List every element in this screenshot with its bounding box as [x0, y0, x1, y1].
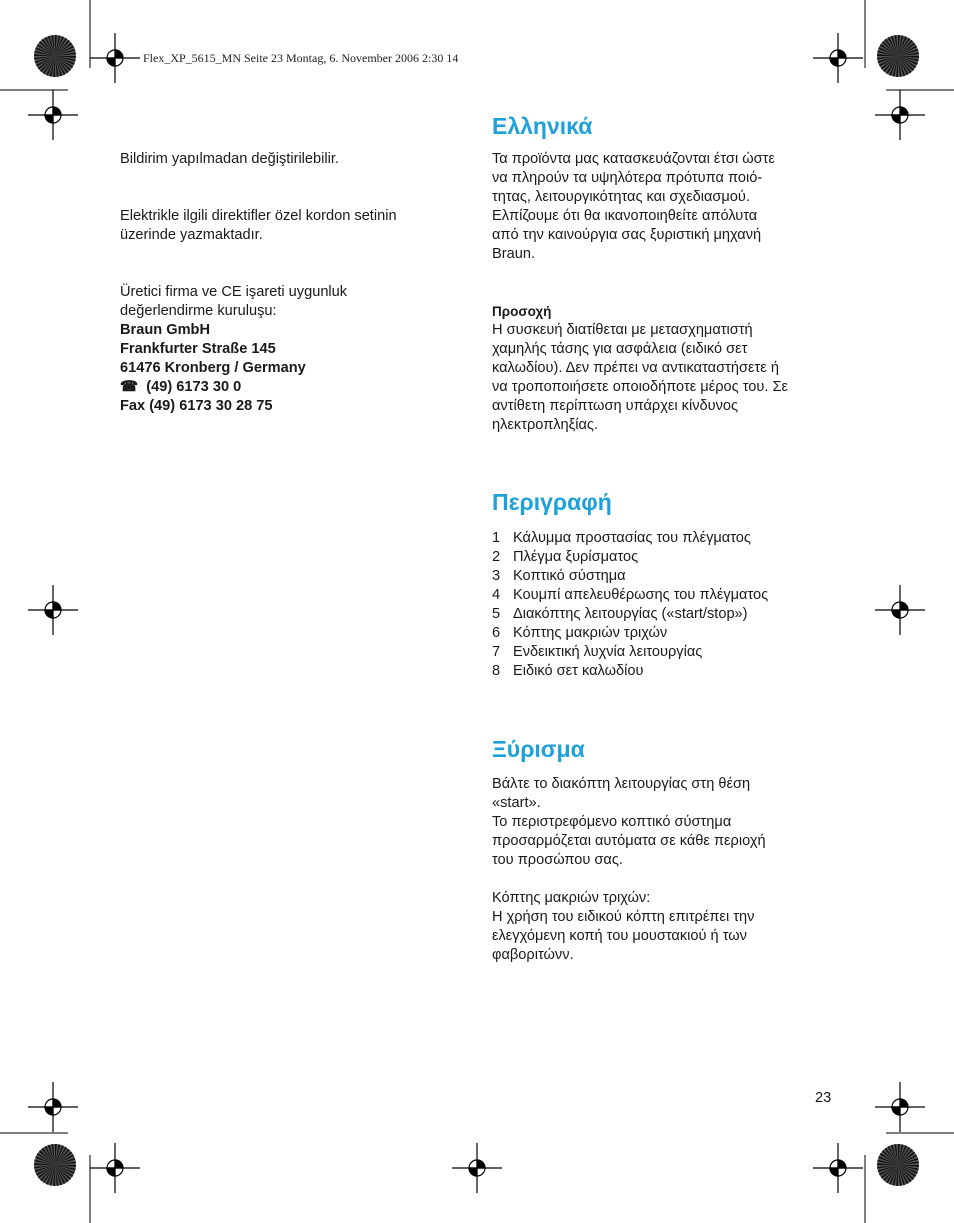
trimmer-paragraph: Κόπτης μακριών τριχών: Η χρήση του ειδικού κόπτη επιτρέπει την ελεγχόμενη κοπή του μουστακιού ή των φαβοριτώνν. — [492, 890, 755, 963]
parts-list — [492, 529, 842, 681]
directive-note: Elektrikle ilgili direktifler özel kordon setinin üzerinde yazmaktadır. — [120, 208, 397, 243]
list-item: 6 Κόπτης μακριών τριχών — [492, 625, 668, 641]
print-slug: Flex_XP_5615_MN Seite 23 Montag, 6. November 2006 2:30 14 — [143, 51, 459, 65]
registration-crosshair — [90, 33, 140, 83]
list-item: 3 Κοπτικό σύστημα — [492, 568, 626, 584]
registration-crosshair — [90, 1143, 140, 1193]
list-item: 4 Κουμπί απελευθέρωσης του πλέγματος — [492, 587, 769, 603]
street: Frankfurter Straße 145 — [120, 341, 276, 357]
caution-title: Προσοχή — [492, 304, 552, 319]
registration-crosshair — [28, 585, 78, 635]
registration-crosshair — [875, 1082, 925, 1132]
registration-crosshair — [452, 1143, 502, 1193]
registration-crosshair — [813, 1143, 863, 1193]
list-item: 7 Ενδεικτική λυχνία λειτουργίας — [492, 644, 703, 660]
page-number: 23 — [815, 1090, 832, 1106]
manufacturer-block: Üretici firma ve CE işareti uygunluk değerlendirme kuruluşu: Braun GmbH Frankfurter Straße 145 61476 Kronberg / Germany ☎ (49) 6173 30 0 Fax (49) 6173 30 28 75 — [120, 284, 348, 414]
registration-crosshair — [875, 90, 925, 140]
city: 61476 Kronberg / Germany — [120, 360, 306, 376]
heading-greek: Ελληνικά — [492, 113, 593, 139]
registration-crosshair — [28, 1082, 78, 1132]
intro-paragraph: Τα προϊόντα μας κατασκευάζονται έτσι ώστε να πληρούν τα υψηλότερα πρότυπα ποιό- τητας, λειτουργικότητας και σχεδιασμού. Ελπίζουμε ότι θα ικανοποιηθείτε απόλυτα από την καινούργια σας ξυριστική μηχανή Braun. — [492, 151, 775, 262]
starburst-mark — [877, 35, 919, 77]
phone-number: (49) 6173 30 0 — [146, 379, 242, 395]
registration-crosshair — [875, 585, 925, 635]
registration-crosshair — [813, 33, 863, 83]
phone-icon: ☎ — [120, 379, 139, 395]
starburst-mark — [877, 1144, 919, 1186]
change-notice: Bildirim yapılmadan değiştirilebilir. — [120, 151, 339, 167]
starburst-mark — [34, 35, 76, 77]
fax-line: Fax (49) 6173 30 28 75 — [120, 398, 273, 414]
list-item: 2 Πλέγμα ξυρίσματος — [492, 549, 639, 565]
list-item: 5 Διακόπτης λειτουργίας («start/stop») — [492, 606, 748, 622]
list-item: 8 Ειδικό σετ καλωδίου — [492, 663, 644, 679]
shaving-paragraph: Βάλτε το διακόπτη λειτουργίας στη θέση «start». Το περιστρεφόμενο κοπτικό σύστημα προσαρμόζεται αυτόματα σε κάθε περιοχή του προσώπου σας. — [492, 776, 766, 868]
heading-shaving: Ξύρισμα — [492, 736, 585, 762]
starburst-mark — [34, 1144, 76, 1186]
phone-line — [120, 378, 347, 397]
caution-block: Προσοχή Η συσκευή διατίθεται με μετασχηματιστή χαμηλής τάσης για ασφάλεια (ειδικό σετ καλωδίου). Δεν πρέπει να αντικαταστήσετε ή να τροποποιήσετε οποιοδήποτε μέρος του. Σε αντίθετη περίπτωση υπάρχει κίνδυνος ηλεκτροπληξίας. — [492, 302, 842, 435]
registration-crosshair — [28, 90, 78, 140]
heading-description: Περιγραφή — [492, 489, 612, 515]
list-item: 1 Κάλυμμα προστασίας του πλέγματος — [492, 530, 751, 546]
company-name: Braun GmbH — [120, 322, 210, 338]
